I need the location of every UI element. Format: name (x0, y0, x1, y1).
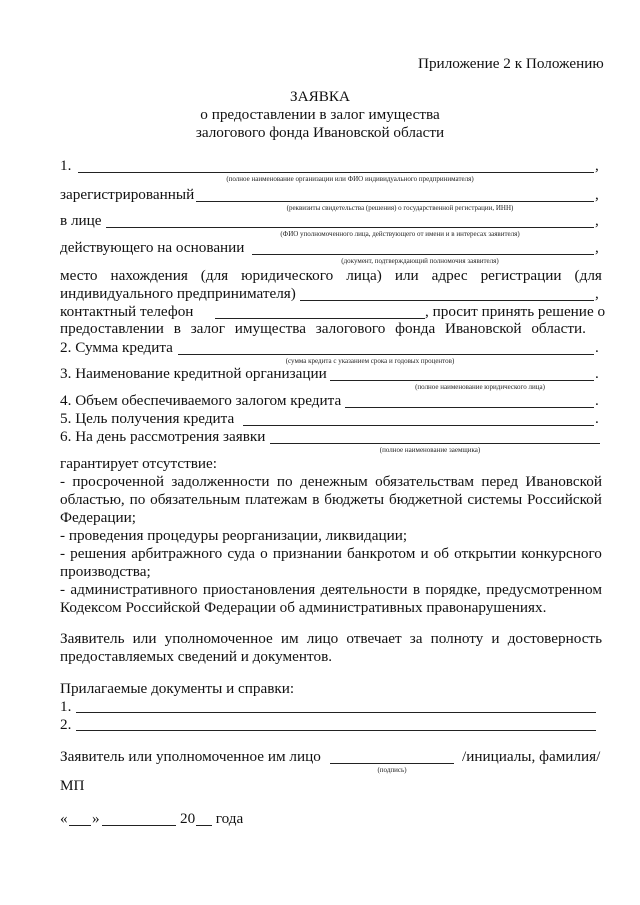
date-open-quote: « (60, 810, 68, 827)
guarantee-line2: областью, по обязательным платежам в бюджеты бюджетной системы Российской (60, 491, 602, 508)
period: . (595, 365, 599, 382)
guarantee-line3: Федерации; (60, 509, 136, 526)
signature-field[interactable] (330, 763, 454, 764)
date-year-suffix: года (212, 810, 244, 827)
period: . (595, 410, 599, 427)
date-year-prefix: 20 (180, 810, 196, 827)
date-close-quote: » (92, 810, 100, 827)
item2-label: 2. Сумма кредита (60, 339, 173, 356)
item3-label: 3. Наименование кредитной организации (60, 365, 327, 382)
registered-label: зарегистрированный (60, 186, 195, 203)
credit-organization-field[interactable] (330, 380, 594, 381)
form-title: ЗАЯВКА (290, 88, 350, 105)
guarantee-line1: - просроченной задолженности по денежным обязательствам перед Ивановской (60, 473, 602, 490)
borrower-name-field[interactable] (270, 443, 600, 444)
comma: , (595, 239, 599, 256)
attachment-number-2: 2. (60, 716, 72, 733)
location-label-line2: индивидуального предпринимателя) (60, 285, 296, 302)
item4-label: 4. Объем обеспечиваемого залогом кредита (60, 392, 342, 409)
item6-label: 6. На день рассмотрения заявки (60, 428, 266, 445)
location-line: место нахождения (для юридического лица) или адрес регистрации (для (60, 267, 602, 284)
credit-organization-caption: (полное наименование юридического лица) (415, 383, 545, 391)
signature-caption: (подпись) (377, 766, 407, 774)
form-subtitle-line1: о предоставлении в залог имущества (200, 106, 440, 123)
attachment-number-1: 1. (60, 698, 72, 715)
period: . (595, 339, 599, 356)
attachment-field-1[interactable] (76, 712, 596, 713)
registration-details-field[interactable] (196, 201, 594, 202)
guarantee-intro: гарантирует отсутствие: (60, 455, 217, 472)
phone-label: контактный телефон (60, 303, 194, 320)
date-year-field[interactable] (196, 825, 212, 826)
borrower-name-caption: (полное наименование заемщика) (379, 446, 481, 454)
guarantee-line5: - решения арбитражного суда о признании банкротом и об открытии конкурсного (60, 545, 602, 562)
period: . (595, 392, 599, 409)
authorized-person-caption: (ФИО уполномоченного лица, действующего от имени и в интересах заявителя) (280, 230, 520, 238)
acting-basis-caption: (документ, подтверждающий полномочия заявителя) (341, 257, 499, 265)
in-person-label: в лице (60, 212, 102, 229)
comma: , (595, 157, 599, 174)
registration-caption: (реквизиты свидетельства (решения) о государственной регистрации, ИНН) (286, 204, 514, 212)
item5-label: 5. Цель получения кредита (60, 410, 235, 427)
date-month-field[interactable] (102, 825, 176, 826)
stamp-placeholder: МП (60, 777, 85, 794)
date-day-field[interactable] (69, 825, 91, 826)
authorized-person-field[interactable] (106, 227, 594, 228)
acting-basis-label: действующего на основании (60, 239, 245, 256)
comma: , (595, 212, 599, 229)
comma: , (595, 285, 599, 302)
request-text: , просит принять решение о (425, 303, 606, 320)
acting-basis-field[interactable] (252, 254, 594, 255)
responsibility-line2: предоставляемых сведений и документов. (60, 648, 333, 665)
loan-amount-field[interactable] (178, 354, 594, 355)
attachments-heading: Прилагаемые документы и справки: (60, 680, 295, 697)
guarantee-line8: Кодексом Российской Федерации об административных правонарушениях. (60, 599, 547, 616)
attachment-field-2[interactable] (76, 730, 596, 731)
item1-number: 1. (60, 157, 72, 174)
loan-purpose-field[interactable] (243, 425, 594, 426)
form-subtitle-line2: залогового фонда Ивановской области (195, 124, 445, 141)
org-name-caption: (полное наименование организации или ФИО индивидуального предпринимателя) (226, 175, 474, 183)
signature-suffix: /инициалы, фамилия/ (462, 748, 601, 765)
responsibility-line1: Заявитель или уполномоченное им лицо отвечает за полноту и достоверность (60, 630, 602, 647)
signature-label: Заявитель или уполномоченное им лицо (60, 748, 321, 765)
address-field[interactable] (300, 300, 594, 301)
comma: , (595, 186, 599, 203)
guarantee-line7: - административного приостановления деятельности в порядке, предусмотренном (60, 581, 602, 598)
org-name-field[interactable] (78, 172, 594, 173)
secured-volume-field[interactable] (345, 407, 594, 408)
guarantee-line6: производства; (60, 563, 151, 580)
appendix-note: Приложение 2 к Положению (418, 55, 604, 72)
guarantee-line4: - проведения процедуры реорганизации, ликвидации; (60, 527, 408, 544)
provision-line: предоставлении в залог имущества залогового фонда Ивановской области. (60, 320, 586, 337)
phone-field[interactable] (215, 318, 425, 319)
loan-amount-caption: (сумма кредита с указанием срока и годовых процентов) (285, 357, 455, 365)
